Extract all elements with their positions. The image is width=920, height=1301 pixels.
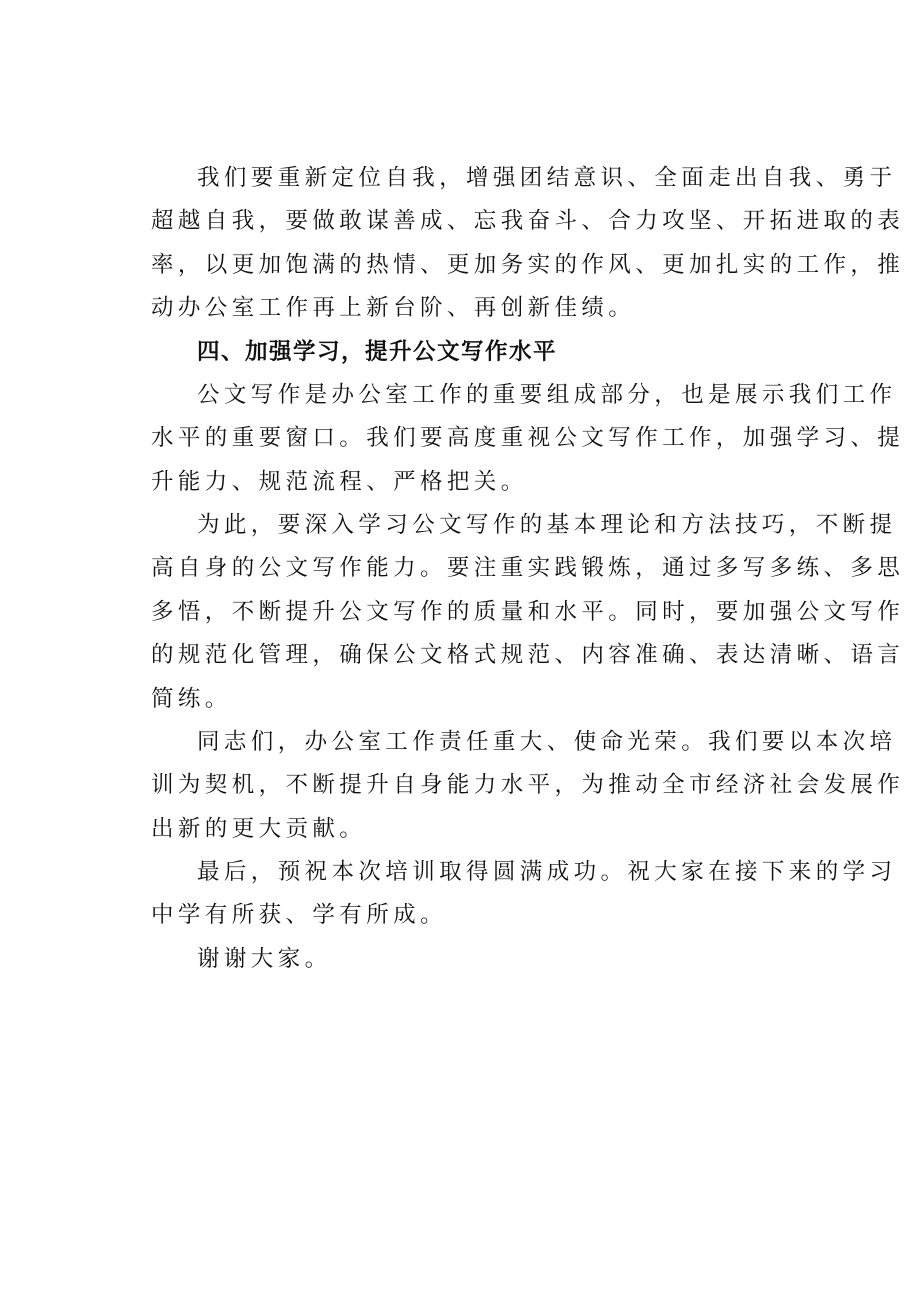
paragraph-2-line-2: 水平的重要窗口。我们要高度重视公文写作工作，加强学习、提 [151, 425, 905, 451]
paragraph-2-line-3: 升能力、规范流程、严格把关。 [151, 469, 528, 495]
paragraph-3-line-1: 为此，要深入学习公文写作的基本理论和方法技巧，不断提 [197, 512, 897, 538]
paragraph-5-line-1: 最后，预祝本次培训取得圆满成功。祝大家在接下来的学习 [197, 859, 897, 885]
paragraph-1-line-4: 动办公室工作再上新台阶、再创新佳绩。 [151, 295, 636, 321]
paragraph-5-line-2: 中学有所获、学有所成。 [151, 902, 447, 928]
paragraph-1-line-3: 率，以更加饱满的热情、更加务实的作风、更加扎实的工作，推 [151, 252, 905, 278]
closing-line: 谢谢大家。 [197, 946, 332, 972]
paragraph-4-line-3: 出新的更大贡献。 [151, 816, 367, 842]
paragraph-3-line-3: 多悟，不断提升公文写作的质量和水平。同时，要加强公文写作 [151, 599, 905, 625]
paragraph-3-line-4: 的规范化管理，确保公文格式规范、内容准确、表达清晰、语言 [151, 642, 905, 668]
paragraph-4-line-1: 同志们，办公室工作责任重大、使命光荣。我们要以本次培 [197, 729, 897, 755]
paragraph-1-line-2: 超越自我，要做敢谋善成、忘我奋斗、合力攻坚、开拓进取的表 [151, 208, 905, 234]
paragraph-4-line-2: 训为契机，不断提升自身能力水平，为推动全市经济社会发展作 [151, 772, 905, 798]
section-heading: 四、加强学习，提升公文写作水平 [197, 339, 558, 365]
paragraph-2-line-1: 公文写作是办公室工作的重要组成部分，也是展示我们工作 [197, 382, 897, 408]
paragraph-3-line-5: 简练。 [151, 686, 232, 712]
paragraph-1-line-1: 我们要重新定位自我，增强团结意识、全面走出自我、勇于 [197, 165, 897, 191]
paragraph-3-line-2: 高自身的公文写作能力。要注重实践锻炼，通过多写多练、多思 [151, 555, 905, 581]
